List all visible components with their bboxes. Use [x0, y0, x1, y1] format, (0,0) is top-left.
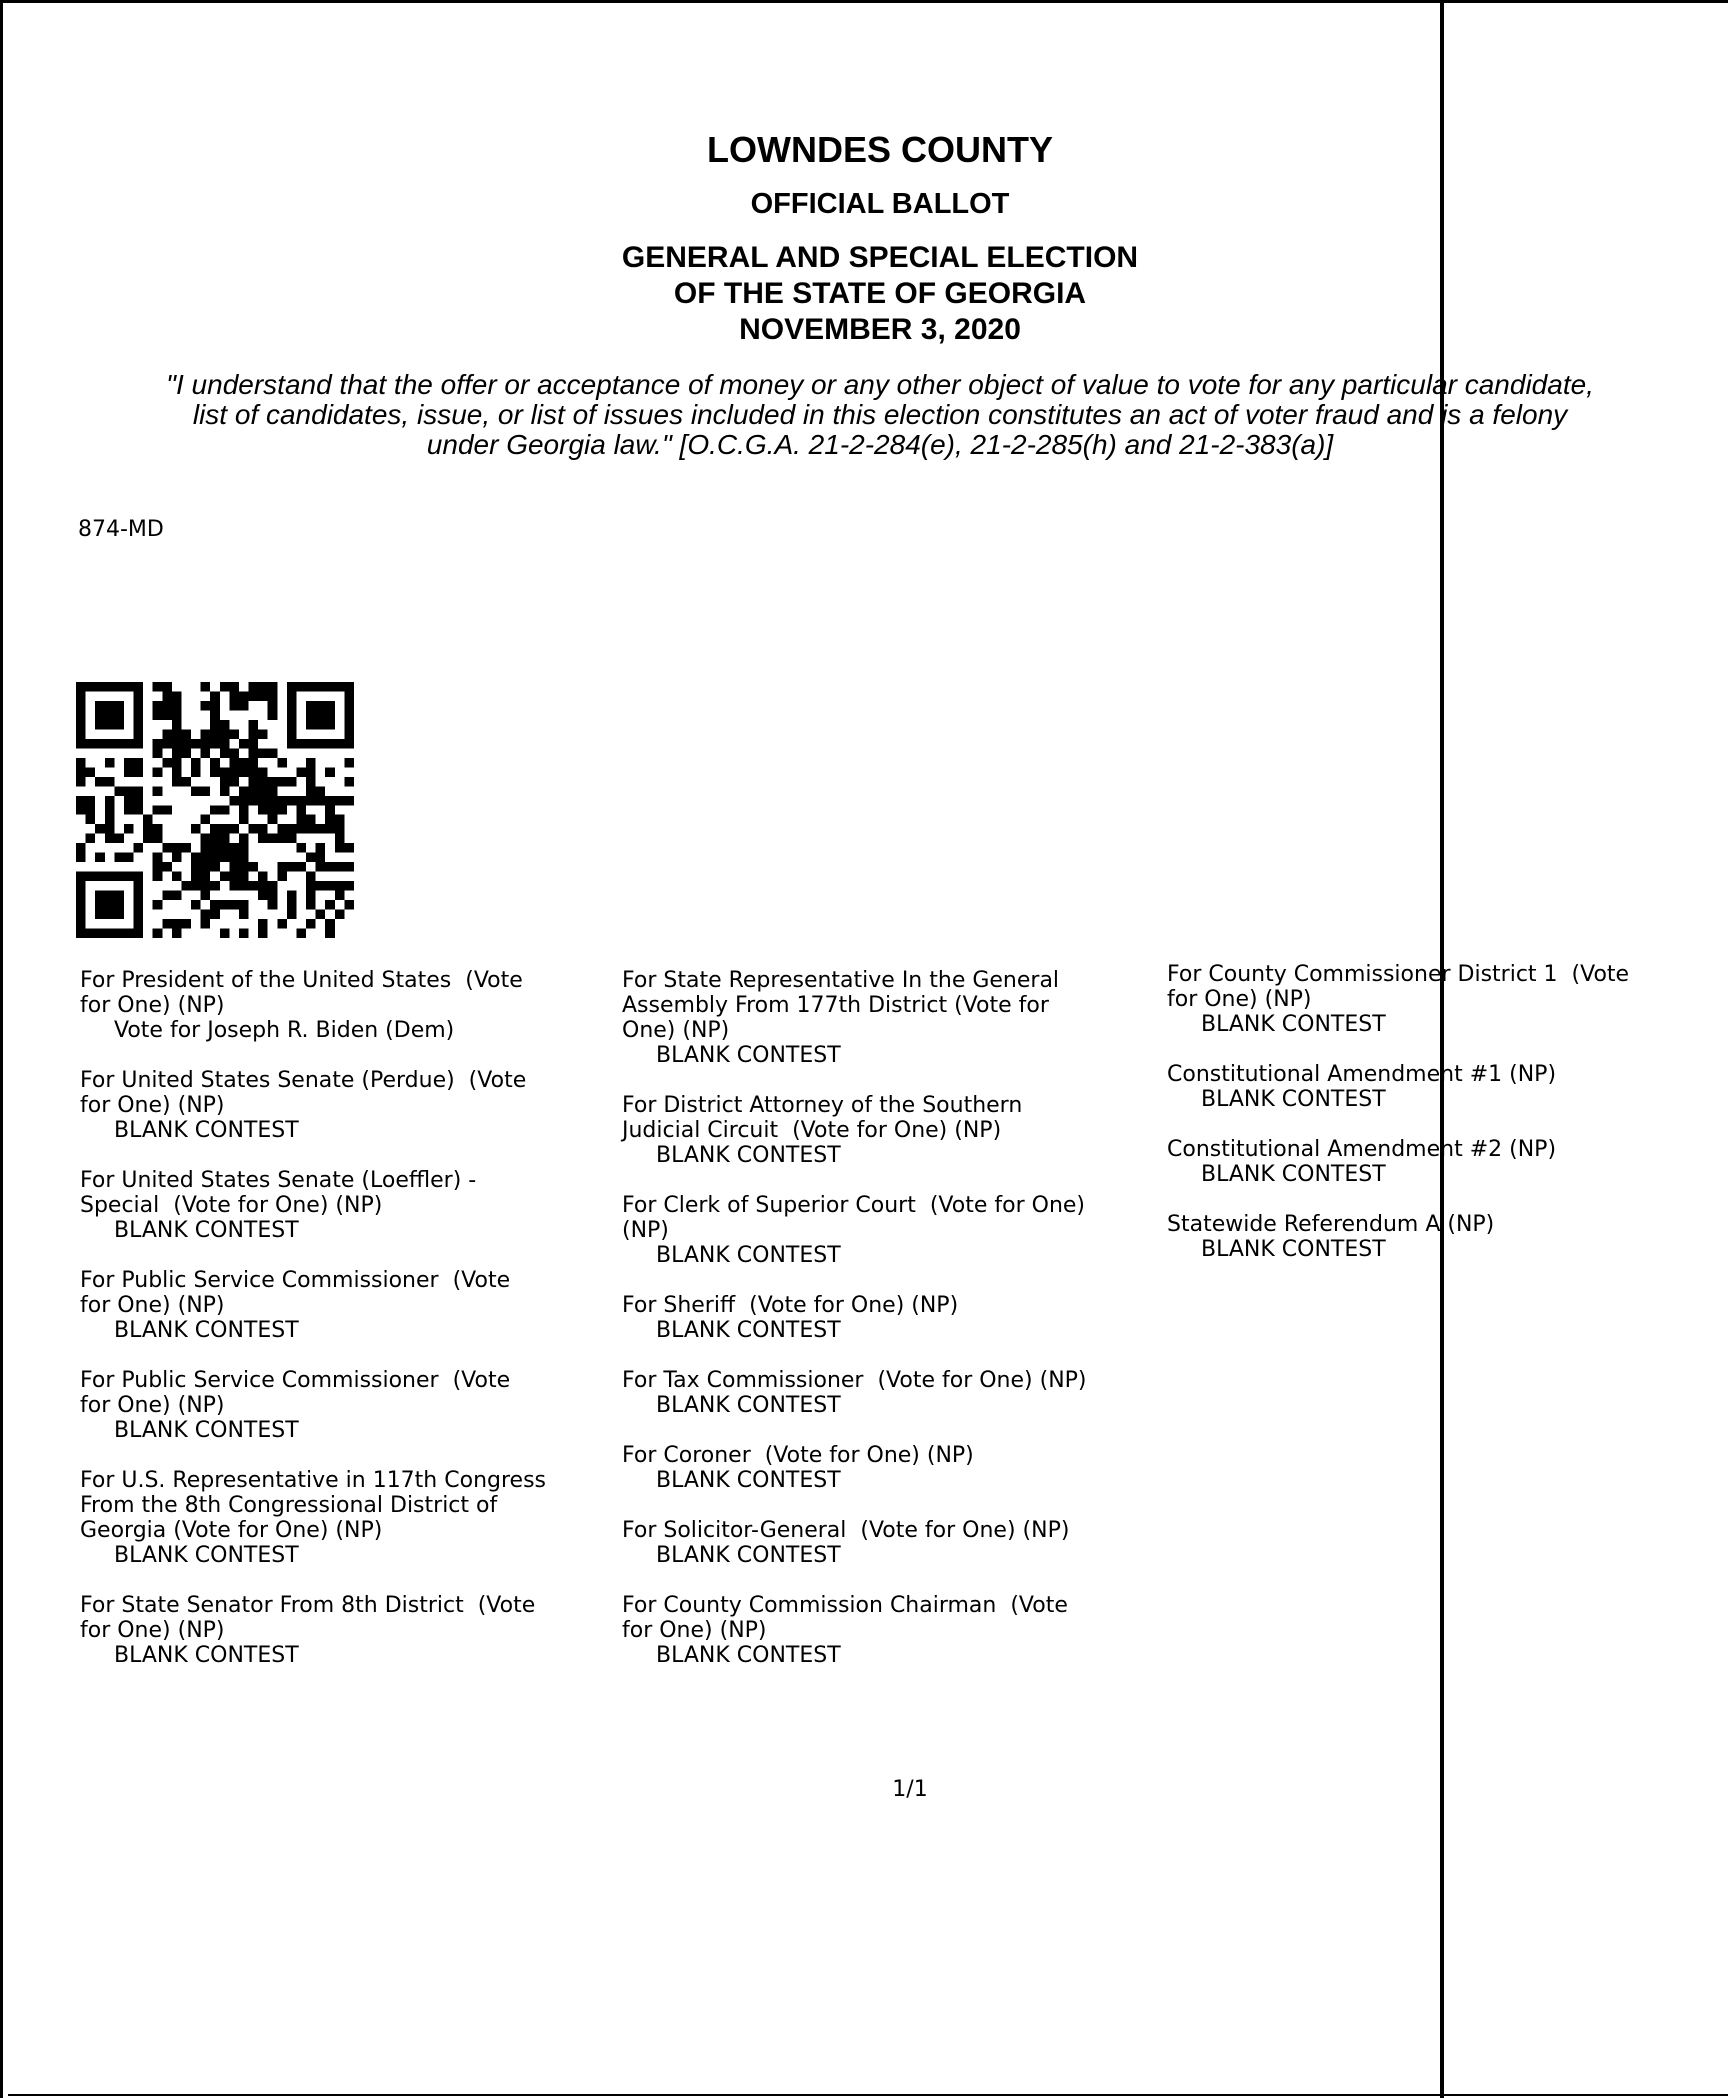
- contest-selection: BLANK CONTEST: [656, 1143, 841, 1168]
- contest-selection: BLANK CONTEST: [114, 1118, 299, 1143]
- contest-title: For President of the United States (Vote for One) (NP): [80, 968, 523, 1018]
- county-title: LOWNDES COUNTY: [707, 129, 1053, 170]
- contest-item: [622, 1443, 1162, 1493]
- contest-item: [80, 1168, 620, 1243]
- ballot-header: [440, 128, 1320, 348]
- contest-item: [80, 1268, 620, 1343]
- contest-column-2: [622, 968, 1162, 1693]
- contest-selection: BLANK CONTEST: [656, 1543, 841, 1568]
- contest-item: [622, 1518, 1162, 1568]
- contest-item: [1167, 962, 1727, 1037]
- contest-title: For District Attorney of the Southern Judicial Circuit (Vote for One) (NP): [622, 1093, 1023, 1143]
- contest-selection: BLANK CONTEST: [114, 1218, 299, 1243]
- contest-item: [622, 1193, 1162, 1268]
- contest-selection: BLANK CONTEST: [656, 1468, 841, 1493]
- scan-border-left: [0, 0, 3, 2098]
- ballot-style-code: 874-MD: [78, 517, 164, 542]
- contest-title: Constitutional Amendment #1 (NP): [1167, 1062, 1557, 1087]
- contest-selection: BLANK CONTEST: [656, 1318, 841, 1343]
- contest-item: [1167, 1137, 1727, 1187]
- qr-code-icon: [76, 682, 354, 938]
- contest-selection: BLANK CONTEST: [114, 1643, 299, 1668]
- contest-selection: BLANK CONTEST: [1201, 1087, 1386, 1112]
- contest-selection: BLANK CONTEST: [114, 1543, 299, 1568]
- oath-line-3: under Georgia law." [O.C.G.A. 21-2-284(e), 21-2-285(h) and 21-2-383(a)]: [426, 429, 1334, 460]
- contest-title: For United States Senate (Perdue) (Vote for One) (NP): [80, 1068, 527, 1118]
- contest-selection: Vote for Joseph R. Biden (Dem): [114, 1018, 455, 1043]
- election-date: NOVEMBER 3, 2020: [739, 313, 1021, 346]
- contest-title: Constitutional Amendment #2 (NP): [1167, 1137, 1557, 1162]
- election-line-1: GENERAL AND SPECIAL ELECTION: [621, 241, 1139, 274]
- contest-column-3: [1167, 962, 1727, 1287]
- contest-title: For United States Senate (Loeffler) - Special (Vote for One) (NP): [80, 1168, 477, 1218]
- contest-item: [622, 1293, 1162, 1343]
- contest-item: [622, 1093, 1162, 1168]
- contest-column-1: [80, 968, 620, 1693]
- contest-title: For State Representative In the General Assembly From 177th District (Vote for One) (NP): [622, 968, 1060, 1043]
- oath-line-1: "I understand that the offer or acceptance of money or any other object of value to vote for any particular candidate,: [166, 369, 1594, 400]
- oath-line-2: list of candidates, issue, or list of issues included in this election constitutes an act of voter fraud and is a felony: [192, 399, 1568, 430]
- ballot-type-title: OFFICIAL BALLOT: [750, 188, 1010, 220]
- contest-selection: BLANK CONTEST: [656, 1043, 841, 1068]
- contest-title: For Public Service Commissioner (Vote for One) (NP): [80, 1268, 511, 1318]
- contest-selection: BLANK CONTEST: [656, 1243, 841, 1268]
- contest-item: [1167, 1062, 1727, 1112]
- contest-item: [622, 1368, 1162, 1418]
- election-title: [440, 240, 1320, 348]
- contest-item: [622, 968, 1162, 1068]
- contest-title: For U.S. Representative in 117th Congress From the 8th Congressional District of Georgia (Vote for One) (NP): [80, 1468, 546, 1543]
- contest-selection: BLANK CONTEST: [114, 1318, 299, 1343]
- contest-selection: BLANK CONTEST: [656, 1643, 841, 1668]
- election-line-2: OF THE STATE OF GEORGIA: [673, 277, 1087, 310]
- contest-title: For County Commissioner District 1 (Vote for One) (NP): [1167, 962, 1630, 1012]
- scan-border-bottom: [8, 2094, 1728, 2096]
- contest-item: [622, 1593, 1162, 1668]
- contest-item: [80, 1593, 620, 1668]
- contest-selection: BLANK CONTEST: [114, 1418, 299, 1443]
- contest-selection: BLANK CONTEST: [656, 1393, 841, 1418]
- contest-title: For Clerk of Superior Court (Vote for One) (NP): [622, 1193, 1085, 1243]
- voter-oath-statement: [60, 370, 1700, 460]
- contest-selection: BLANK CONTEST: [1201, 1162, 1386, 1187]
- contest-item: [80, 1468, 620, 1568]
- contest-title: For State Senator From 8th District (Vote for One) (NP): [80, 1593, 536, 1643]
- contest-selection: BLANK CONTEST: [1201, 1237, 1386, 1262]
- page-number: 1/1: [892, 1777, 928, 1802]
- scan-tick-mark: [1440, 1, 1476, 3]
- contest-item: [80, 968, 620, 1043]
- contest-title: For Tax Commissioner (Vote for One) (NP): [622, 1368, 1087, 1393]
- contest-title: For Coroner (Vote for One) (NP): [622, 1443, 974, 1468]
- contest-selection: BLANK CONTEST: [1201, 1012, 1386, 1037]
- contest-title: Statewide Referendum A (NP): [1167, 1212, 1495, 1237]
- contest-title: For Solicitor-General (Vote for One) (NP): [622, 1518, 1070, 1543]
- contest-item: [1167, 1212, 1727, 1262]
- contest-title: For County Commission Chairman (Vote for One) (NP): [622, 1593, 1068, 1643]
- contest-item: [80, 1068, 620, 1143]
- contest-title: For Sheriff (Vote for One) (NP): [622, 1293, 959, 1318]
- contest-item: [80, 1368, 620, 1443]
- contest-title: For Public Service Commissioner (Vote for One) (NP): [80, 1368, 511, 1418]
